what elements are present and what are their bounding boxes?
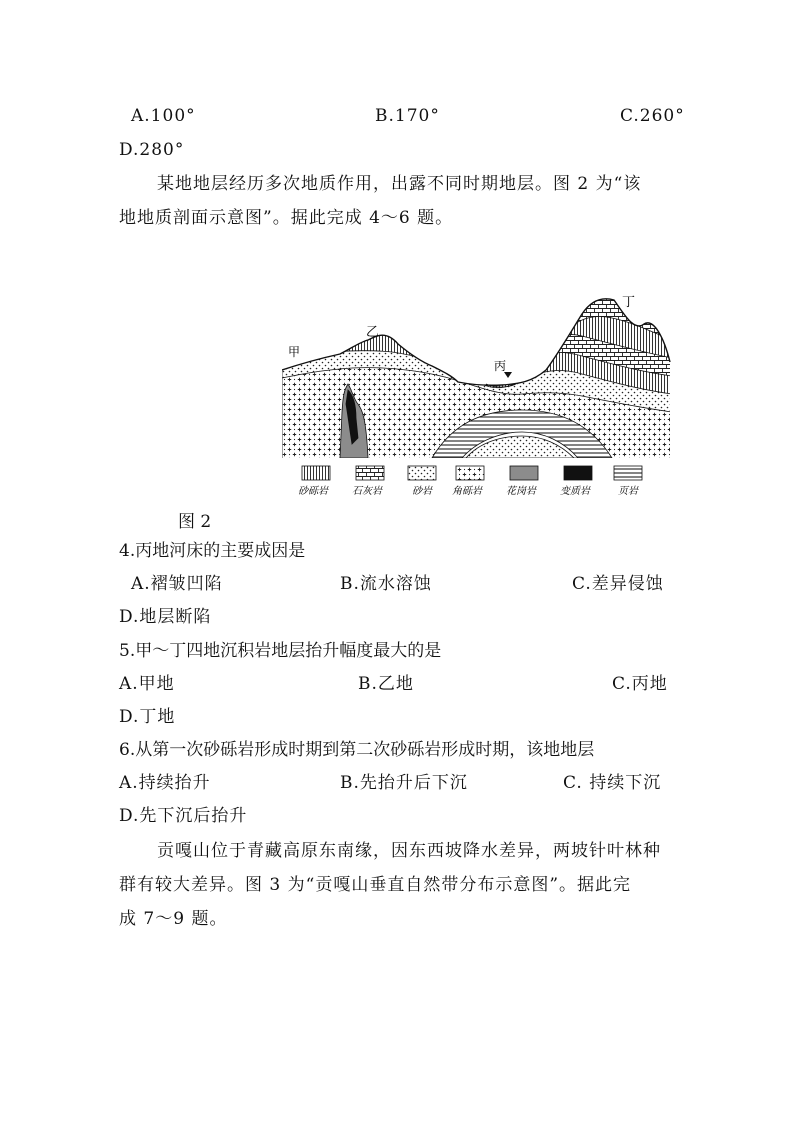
legend-label-3: 角砾岩 <box>452 486 482 497</box>
legend-label-1: 石灰岩 <box>352 486 382 497</box>
intro-1-line-1: 某地地层经历多次地质作用，出露不同时期地层。图 2 为“该 <box>157 174 642 194</box>
legend-swatch-breccia <box>456 466 484 480</box>
intro-paragraph-1 <box>119 167 679 235</box>
q5-option-d: D.丁地 <box>119 707 176 727</box>
q6-option-d: D.先下沉后抬升 <box>119 806 248 826</box>
q6-stem: 6.从第一次砂砾岩形成时期到第二次砂砾岩形成时期，该地地层 <box>119 740 595 760</box>
q4-option-b: B.流水溶蚀 <box>340 574 432 594</box>
figure-caption: 图 2 <box>178 512 212 532</box>
legend-swatch-granite <box>510 466 538 480</box>
q5-option-b: B.乙地 <box>358 674 414 694</box>
label-jia: 甲 <box>288 345 301 359</box>
label-ding: 丁 <box>622 295 636 310</box>
intro-2-line-1: 贡嘎山位于青藏高原东南缘，因东西坡降水差异，两坡针叶林种 <box>157 841 661 861</box>
q6-option-a: A.持续抬升 <box>119 773 211 793</box>
q4-option-d: D.地层断陷 <box>119 607 212 627</box>
intro-2-line-3: 成 7～9 题。 <box>119 909 228 929</box>
q3-option-d: D.280° <box>119 140 185 160</box>
q4-option-c: C.差异侵蚀 <box>572 574 664 594</box>
legend-swatch-sandstone <box>408 466 436 480</box>
q4-stem: 4.丙地河床的主要成因是 <box>119 541 306 561</box>
legend-swatch-shale <box>614 466 642 480</box>
legend-label-0: 砂砾岩 <box>298 486 328 497</box>
q6-option-c: C. 持续下沉 <box>563 773 662 793</box>
q5-option-c: C.丙地 <box>612 674 668 694</box>
q5-stem: 5.甲～丁四地沉积岩地层抬升幅度最大的是 <box>119 641 442 661</box>
legend-swatch-limestone <box>356 466 384 480</box>
geologic-cross-section-figure <box>282 292 672 504</box>
intro-1-line-2: 地地质剖面示意图”。据此完成 4～6 题。 <box>119 208 454 228</box>
legend-label-2: 砂岩 <box>412 486 432 497</box>
legend-label-4: 花岗岩 <box>506 486 536 497</box>
q3-option-a: A.100° <box>131 106 196 126</box>
figure-legend <box>298 466 642 497</box>
legend-swatch-conglomerate <box>302 466 330 480</box>
legend-swatch-metamorphic <box>564 466 592 480</box>
intro-paragraph-2 <box>119 834 679 936</box>
legend-label-5: 变质岩 <box>560 486 590 497</box>
q3-option-b: B.170° <box>375 106 440 126</box>
legend-label-6: 页岩 <box>618 486 638 497</box>
label-yi: 乙 <box>366 325 380 340</box>
label-bing: 丙 <box>494 359 507 373</box>
q4-option-a: A.褶皱凹陷 <box>131 574 223 594</box>
q5-option-a: A.甲地 <box>119 674 175 694</box>
q6-option-b: B.先抬升后下沉 <box>340 773 468 793</box>
q3-option-c: C.260° <box>620 106 685 126</box>
intro-2-line-2: 群有较大差异。图 3 为“贡嘎山垂直自然带分布示意图”。据此完 <box>119 875 632 895</box>
